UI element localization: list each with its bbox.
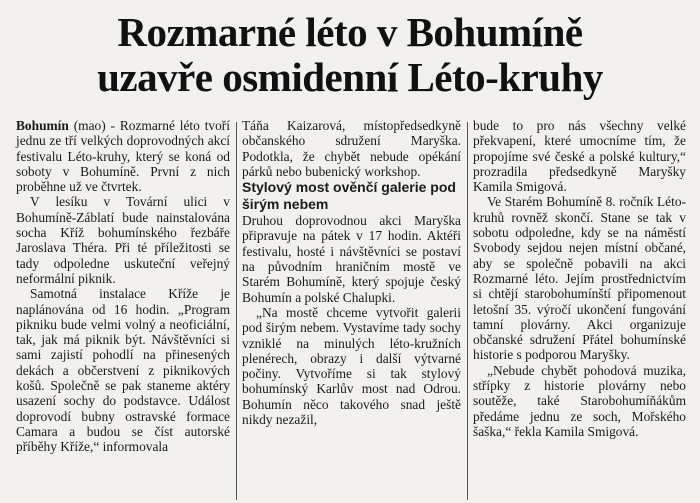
paragraph: Druhou doprovodnou akci Maryška připravuje na pátek v 17 hodin. Aktéři festivalu, hosté i návštěvníci se postaví na původním hraničním mostě ve Starém Bohumíně, který spojuje český Bohumín a polské Chalupki. [242,213,461,305]
paragraph: Táňa Kaizarová, místopředsedkyně občanského sdružení Maryška. Podotkla, že chybět nebude opékání párků nebo bubenický workshop. [242,118,461,179]
article-column-2 [242,118,461,427]
headline-line-1: Rozmarné léto v Bohumíně [117,9,583,55]
subheading: Stylový most ověnčí galerie pod širým nebem [242,179,456,213]
headline-line-2: uzavře osmidenní Léto-kruhy [97,54,603,100]
paragraph: V lesíku v Tovární ulici v Bohumíně-Záblatí bude nainstalována socha Kříž bohumínského řezbáře Jaroslava Théra. Při té příležitosti se tady odpoledne uskuteční veřejný neformální piknik. [16,194,230,286]
paragraph: Ve Starém Bohumíně 8. ročník Léto-kruhů rovněž skončí. Stane se tak v sobotu odpoledne, kdy se na náměstí Svobody sejdou nejen místní občané, aby se společně pobavili na akci Rozmarné léto. Jejím prostřednictvím si chtějí starobohumínští připomenout letošní 35. výročí ukončení fungování tamní plovárny. Akci organizuje občanské sdružení Přátel bohumínské historie s podporou Maryšky. [473,194,686,363]
paragraph-text: (mao) - Rozmarné léto tvoří jednu ze tří velkých doprovodných akcí festivalu Léto-kruhy, který se koná od soboty v Bohumíně. První z nich proběhne už ve čtvrtek. [16,118,230,195]
paragraph: „Na mostě chceme vytvořit galerii pod širým nebem. Vystavíme tady sochy vzniklé na minulých léto-kružních plenérech, obrazy i další výtvarné počiny. Vytvoříme si tak stylový bohumínský Karlův most nad Odrou. Bohumín něco takového snad ještě nikdy nezažil, [242,304,461,428]
paragraph: Samotná instalace Kříže je naplánována od 16 hodin. „Program pikniku bude velmi volný a neoficiální, tak, jak má piknik být. Návštěvníci si sami zajistí pohodlí na přinesených dekách a občerstvení z piknikových košů. Společně se pak staneme aktéry usazení sochy do podstavce. Událost doprovodí bubny ostravské formace Camara a budou se číst autorské příběhy Kříže,“ informovala [16,286,230,455]
paragraph [16,118,230,194]
article-column-1 [16,118,230,455]
dateline-place: Bohumín [16,118,69,133]
article-column-3 [473,118,686,439]
article-headline [0,10,700,100]
paragraph: bude to pro nás všechny velké překvapení, které umocníme tím, že propojíme své české a polské kultury,“ prozradila předsedkyně Maryšky Kamila Smigová. [473,118,686,195]
column-divider [236,122,237,500]
column-divider [467,122,468,500]
paragraph: „Nebude chybět pohodová muzika, střípky z historie plovárny nebo soutěže, také Starobohumíňákům předáme jednu ze soch, Mořského šaška,“ řekla Kamila Smigová. [473,362,686,439]
